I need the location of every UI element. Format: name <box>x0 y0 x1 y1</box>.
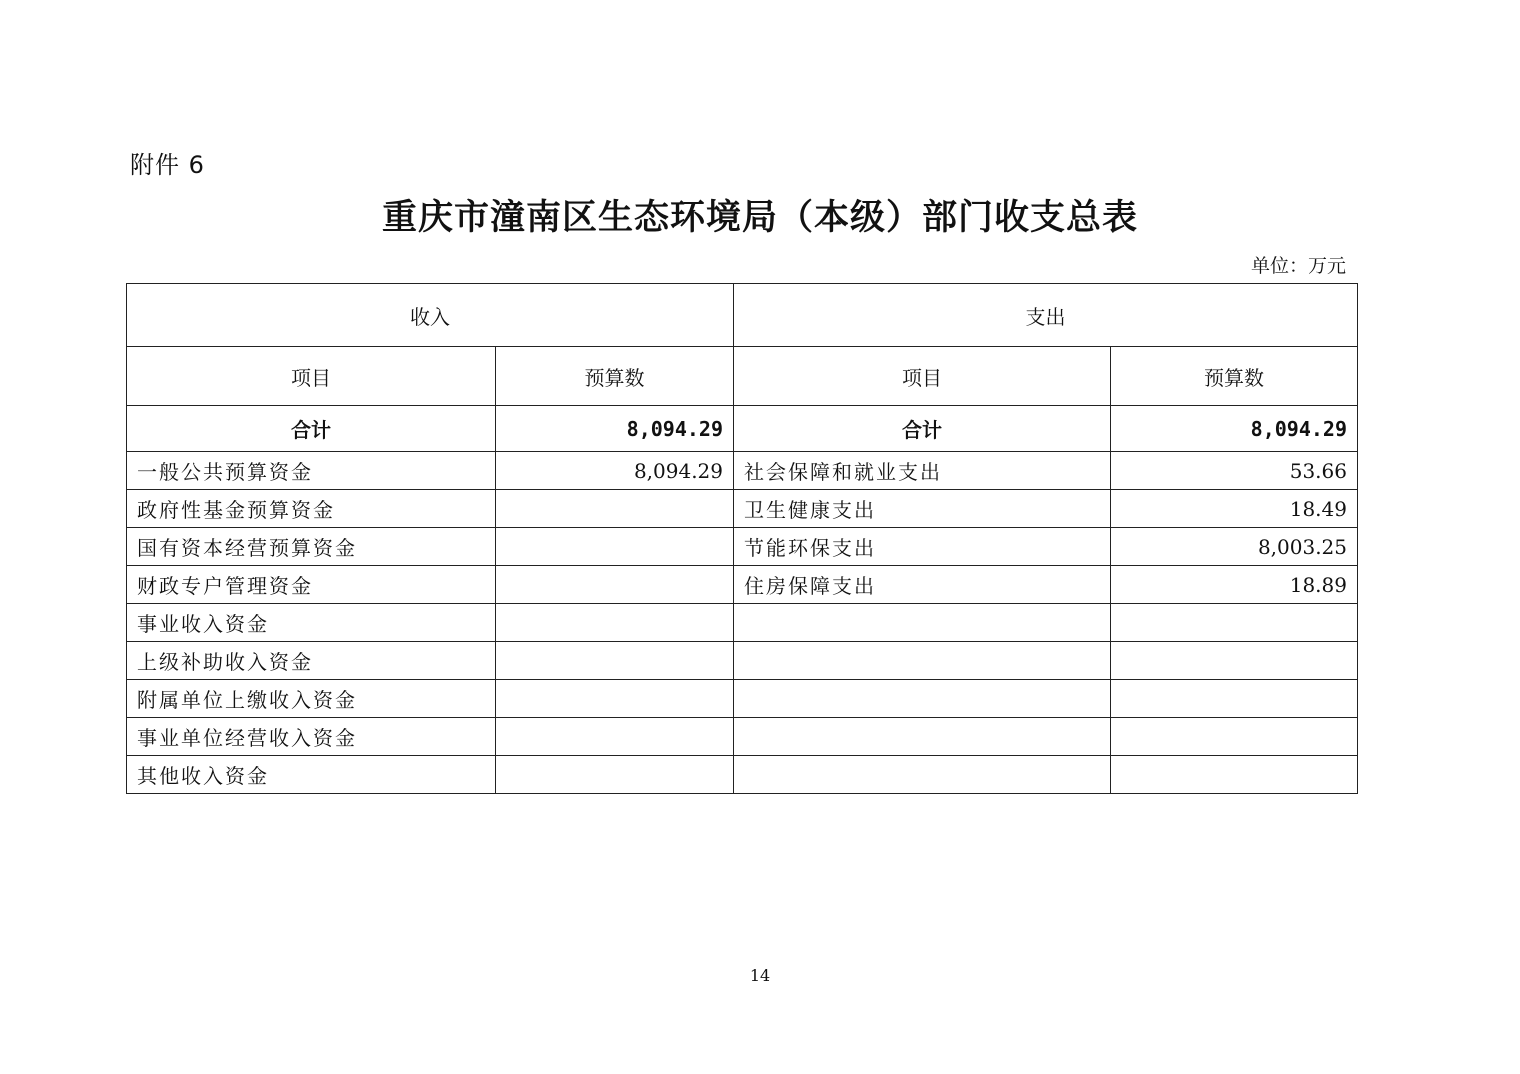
table-row <box>127 490 1358 528</box>
income-item: 财政专户管理资金 <box>127 566 496 604</box>
expense-item: 住房保障支出 <box>734 566 1111 604</box>
expense-item <box>734 680 1111 718</box>
expense-item <box>734 604 1111 642</box>
income-value <box>496 566 734 604</box>
income-item: 附属单位上缴收入资金 <box>127 680 496 718</box>
expense-item: 社会保障和就业支出 <box>734 452 1111 490</box>
total-row <box>127 406 1358 452</box>
income-value <box>496 604 734 642</box>
expense-value <box>1111 604 1358 642</box>
income-value <box>496 680 734 718</box>
expense-value: 18.49 <box>1111 490 1358 528</box>
expense-value: 8,003.25 <box>1111 528 1358 566</box>
income-total-value: 8,094.29 <box>496 406 734 452</box>
table-row <box>127 680 1358 718</box>
expense-value <box>1111 642 1358 680</box>
income-value <box>496 642 734 680</box>
expense-total-label: 合计 <box>734 406 1111 452</box>
income-total-label: 合计 <box>127 406 496 452</box>
income-value <box>496 490 734 528</box>
expense-header: 支出 <box>734 284 1358 347</box>
expense-item <box>734 642 1111 680</box>
expense-value <box>1111 756 1358 794</box>
income-item-header: 项目 <box>127 347 496 406</box>
page-title: 重庆市潼南区生态环境局（本级）部门收支总表 <box>381 197 1138 238</box>
expense-item <box>734 756 1111 794</box>
income-item: 其他收入资金 <box>127 756 496 794</box>
expense-item-header: 项目 <box>734 347 1111 406</box>
income-value <box>496 756 734 794</box>
income-value <box>496 528 734 566</box>
expense-value: 18.89 <box>1111 566 1358 604</box>
table-row <box>127 566 1358 604</box>
table-row <box>127 642 1358 680</box>
expense-value <box>1111 680 1358 718</box>
income-item: 一般公共预算资金 <box>127 452 496 490</box>
income-budget-header: 预算数 <box>496 347 734 406</box>
table-row <box>127 604 1358 642</box>
page-number: 14 <box>749 966 771 985</box>
income-item: 国有资本经营预算资金 <box>127 528 496 566</box>
table-row <box>127 756 1358 794</box>
expense-item: 卫生健康支出 <box>734 490 1111 528</box>
expense-value <box>1111 718 1358 756</box>
unit-label: 单位：万元 <box>1250 255 1346 277</box>
expense-item <box>734 718 1111 756</box>
expense-total-value: 8,094.29 <box>1111 406 1358 452</box>
header-row-sub <box>127 347 1358 406</box>
expense-item: 节能环保支出 <box>734 528 1111 566</box>
expense-budget-header: 预算数 <box>1111 347 1358 406</box>
table-row <box>127 528 1358 566</box>
income-value: 8,094.29 <box>496 452 734 490</box>
income-item: 事业单位经营收入资金 <box>127 718 496 756</box>
table-row <box>127 718 1358 756</box>
income-item: 上级补助收入资金 <box>127 642 496 680</box>
attachment-label: 附件 6 <box>130 151 205 179</box>
income-header: 收入 <box>127 284 734 347</box>
budget-table <box>126 283 1358 794</box>
expense-value: 53.66 <box>1111 452 1358 490</box>
header-row-main <box>127 284 1358 347</box>
income-item: 事业收入资金 <box>127 604 496 642</box>
income-value <box>496 718 734 756</box>
table-row <box>127 452 1358 490</box>
income-item: 政府性基金预算资金 <box>127 490 496 528</box>
